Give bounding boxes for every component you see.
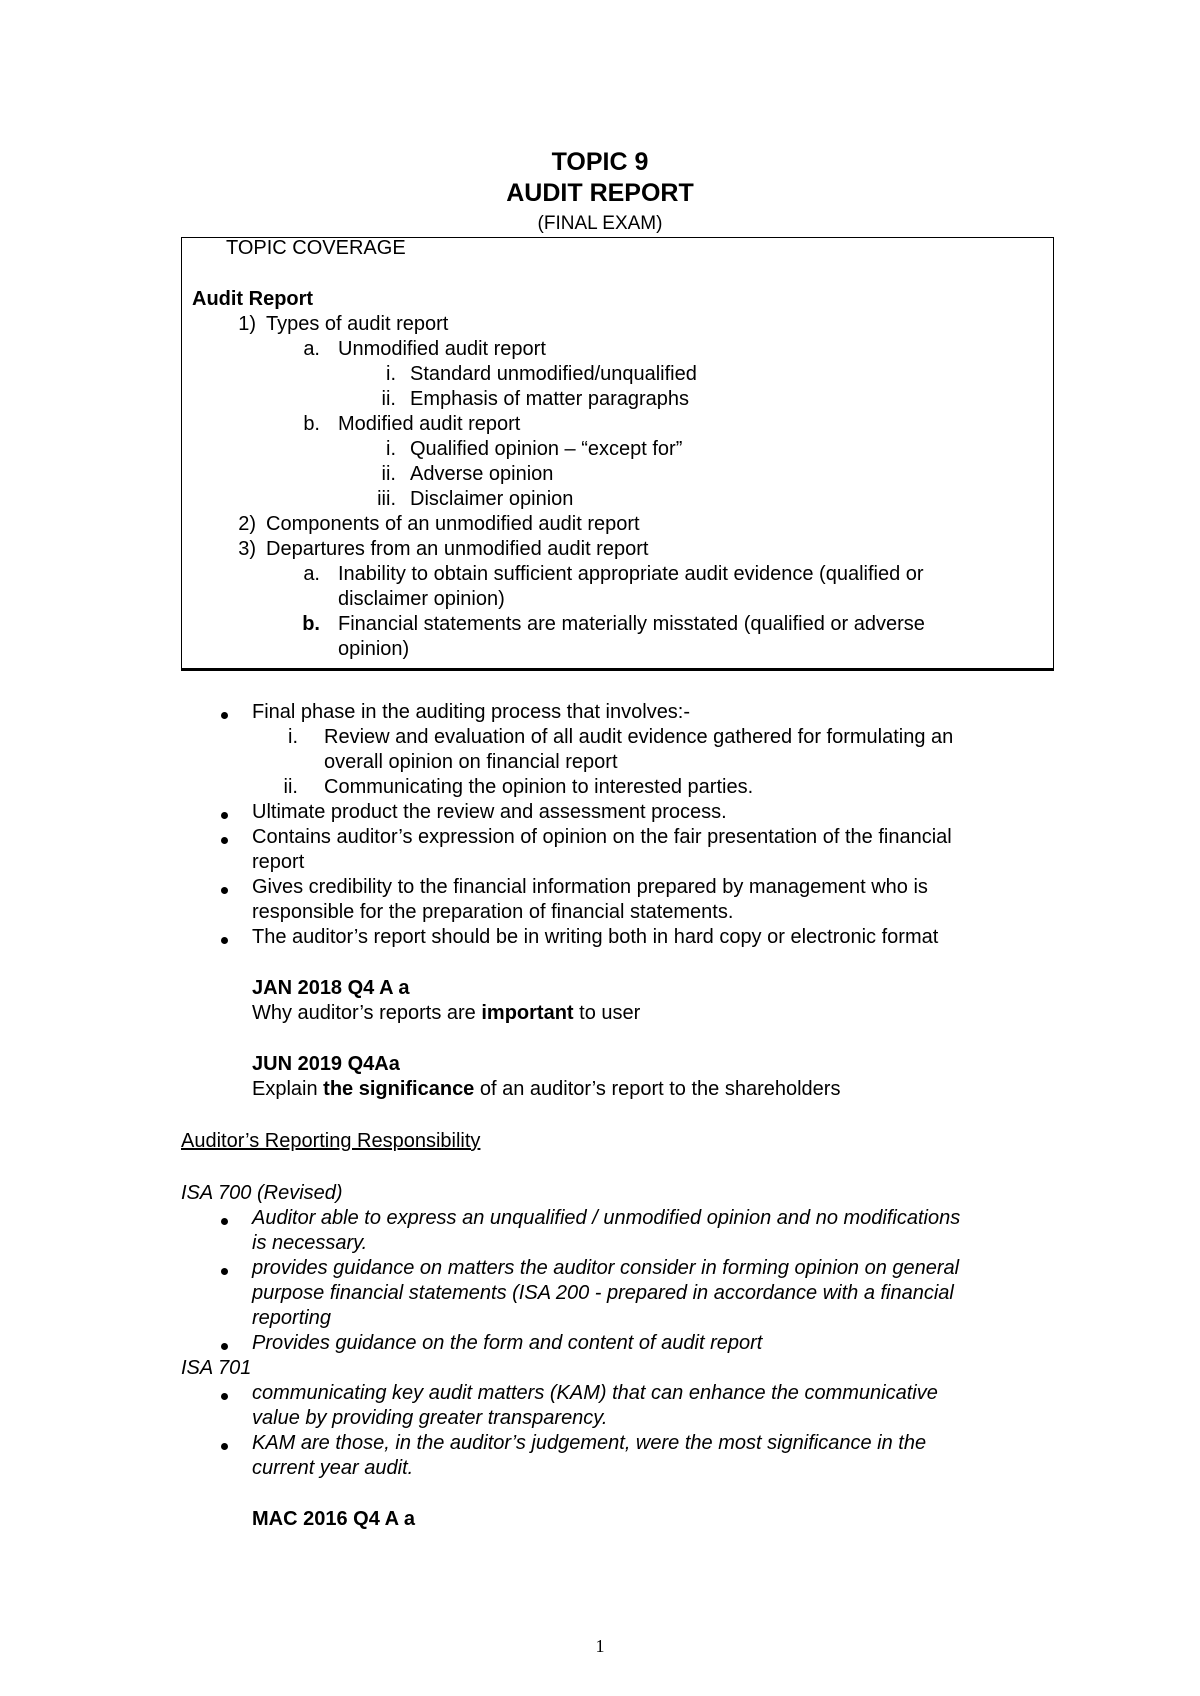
- coverage-item: Departures from an unmodified audit report: [266, 538, 649, 560]
- coverage-item: Adverse opinion: [410, 463, 554, 485]
- topic-number: TOPIC 9: [551, 148, 649, 176]
- isa701-point: KAM are those, in the auditor’s judgement, were the most significance in the: [252, 1432, 927, 1454]
- bullet-icon: [221, 937, 228, 944]
- page-subtitle: (FINAL EXAM): [537, 213, 663, 234]
- coverage-item-num: ii.: [381, 388, 396, 410]
- coverage-item-num: 3): [238, 538, 256, 560]
- bullet-icon: [221, 1443, 228, 1450]
- intro-roman-2: ii.: [283, 776, 298, 798]
- coverage-section-title: Audit Report: [192, 288, 314, 310]
- intro-roman-1-text: Review and evaluation of all audit evidence gathered for formulating an: [324, 726, 954, 748]
- coverage-item-num: i.: [386, 363, 396, 385]
- coverage-item: disclaimer opinion): [338, 588, 505, 610]
- coverage-item-num: iii.: [377, 488, 396, 510]
- page-title: AUDIT REPORT: [506, 179, 694, 207]
- coverage-item: Unmodified audit report: [338, 338, 546, 360]
- coverage-heading: TOPIC COVERAGE: [226, 237, 406, 259]
- coverage-item: Emphasis of matter paragraphs: [410, 388, 690, 410]
- standard-label: ISA 701: [181, 1357, 252, 1379]
- coverage-item: Qualified opinion – “except for”: [410, 438, 683, 460]
- intro-bullet-4: Gives credibility to the financial information prepared by management who is: [252, 876, 928, 898]
- question-title: JUN 2019 Q4Aa: [252, 1053, 400, 1075]
- coverage-item-num: ii.: [381, 463, 396, 485]
- isa700-point: is necessary.: [252, 1232, 368, 1254]
- coverage-item: Components of an unmodified audit report: [266, 513, 640, 535]
- isa701-point: current year audit.: [252, 1457, 414, 1479]
- intro-bullet-1: Final phase in the auditing process that involves:-: [252, 701, 691, 723]
- isa701-point: communicating key audit matters (KAM) that can enhance the communicative: [252, 1382, 938, 1404]
- bullet-icon: [221, 812, 228, 819]
- bullet-icon: [221, 712, 228, 719]
- isa700-point: provides guidance on matters the auditor consider in forming opinion on general: [252, 1257, 960, 1279]
- question-title: JAN 2018 Q4 A a: [252, 977, 410, 999]
- intro-bullet-3: report: [252, 851, 305, 873]
- coverage-item-num: b.: [303, 413, 320, 435]
- question-text: Explain the significance of an auditor’s report to the shareholders: [252, 1078, 841, 1100]
- coverage-item: opinion): [338, 638, 410, 660]
- coverage-item-num: b.: [302, 613, 320, 635]
- isa700-point: reporting: [252, 1307, 331, 1329]
- isa700-point: Provides guidance on the form and content of audit report: [252, 1332, 763, 1354]
- coverage-item-num: i.: [386, 438, 396, 460]
- coverage-item-num: 1): [238, 313, 256, 335]
- coverage-item-num: 2): [238, 513, 256, 535]
- bullet-icon: [221, 1218, 228, 1225]
- question-text: Why auditor’s reports are important to user: [252, 1002, 641, 1024]
- coverage-item: Disclaimer opinion: [410, 488, 574, 510]
- intro-roman-2-text: Communicating the opinion to interested parties.: [324, 776, 754, 798]
- intro-roman-1-text: overall opinion on financial report: [324, 751, 618, 773]
- intro-bullet-3: Contains auditor’s expression of opinion on the fair presentation of the financial: [252, 826, 952, 848]
- coverage-item-num: a.: [303, 563, 320, 585]
- coverage-item: Types of audit report: [266, 313, 449, 335]
- intro-bullet-2: Ultimate product the review and assessment process.: [252, 801, 727, 823]
- isa701-point: value by providing greater transparency.: [252, 1407, 608, 1429]
- intro-bullet-4: responsible for the preparation of financial statements.: [252, 901, 734, 923]
- page-number: 1: [595, 1636, 605, 1656]
- intro-roman-1: i.: [288, 726, 298, 748]
- coverage-item: Inability to obtain sufficient appropriate audit evidence (qualified or: [338, 563, 924, 585]
- bullet-icon: [221, 1268, 228, 1275]
- isa700-point: Auditor able to express an unqualified / unmodified opinion and no modifications: [252, 1207, 961, 1229]
- intro-bullet-5: The auditor’s report should be in writing both in hard copy or electronic format: [252, 926, 939, 948]
- coverage-item-num: a.: [303, 338, 320, 360]
- standard-label: ISA 700 (Revised): [181, 1182, 343, 1204]
- section-heading: Auditor’s Reporting Responsibility: [181, 1130, 481, 1152]
- coverage-item: Modified audit report: [338, 413, 521, 435]
- bullet-icon: [221, 1343, 228, 1350]
- coverage-item: Standard unmodified/unqualified: [410, 363, 697, 385]
- isa700-point: purpose financial statements (ISA 200 - prepared in accordance with a financial: [252, 1282, 954, 1304]
- question-title: MAC 2016 Q4 A a: [252, 1508, 416, 1530]
- bullet-icon: [221, 837, 228, 844]
- bullet-icon: [221, 1393, 228, 1400]
- coverage-item: Financial statements are materially misstated (qualified or adverse: [338, 613, 925, 635]
- bullet-icon: [221, 887, 228, 894]
